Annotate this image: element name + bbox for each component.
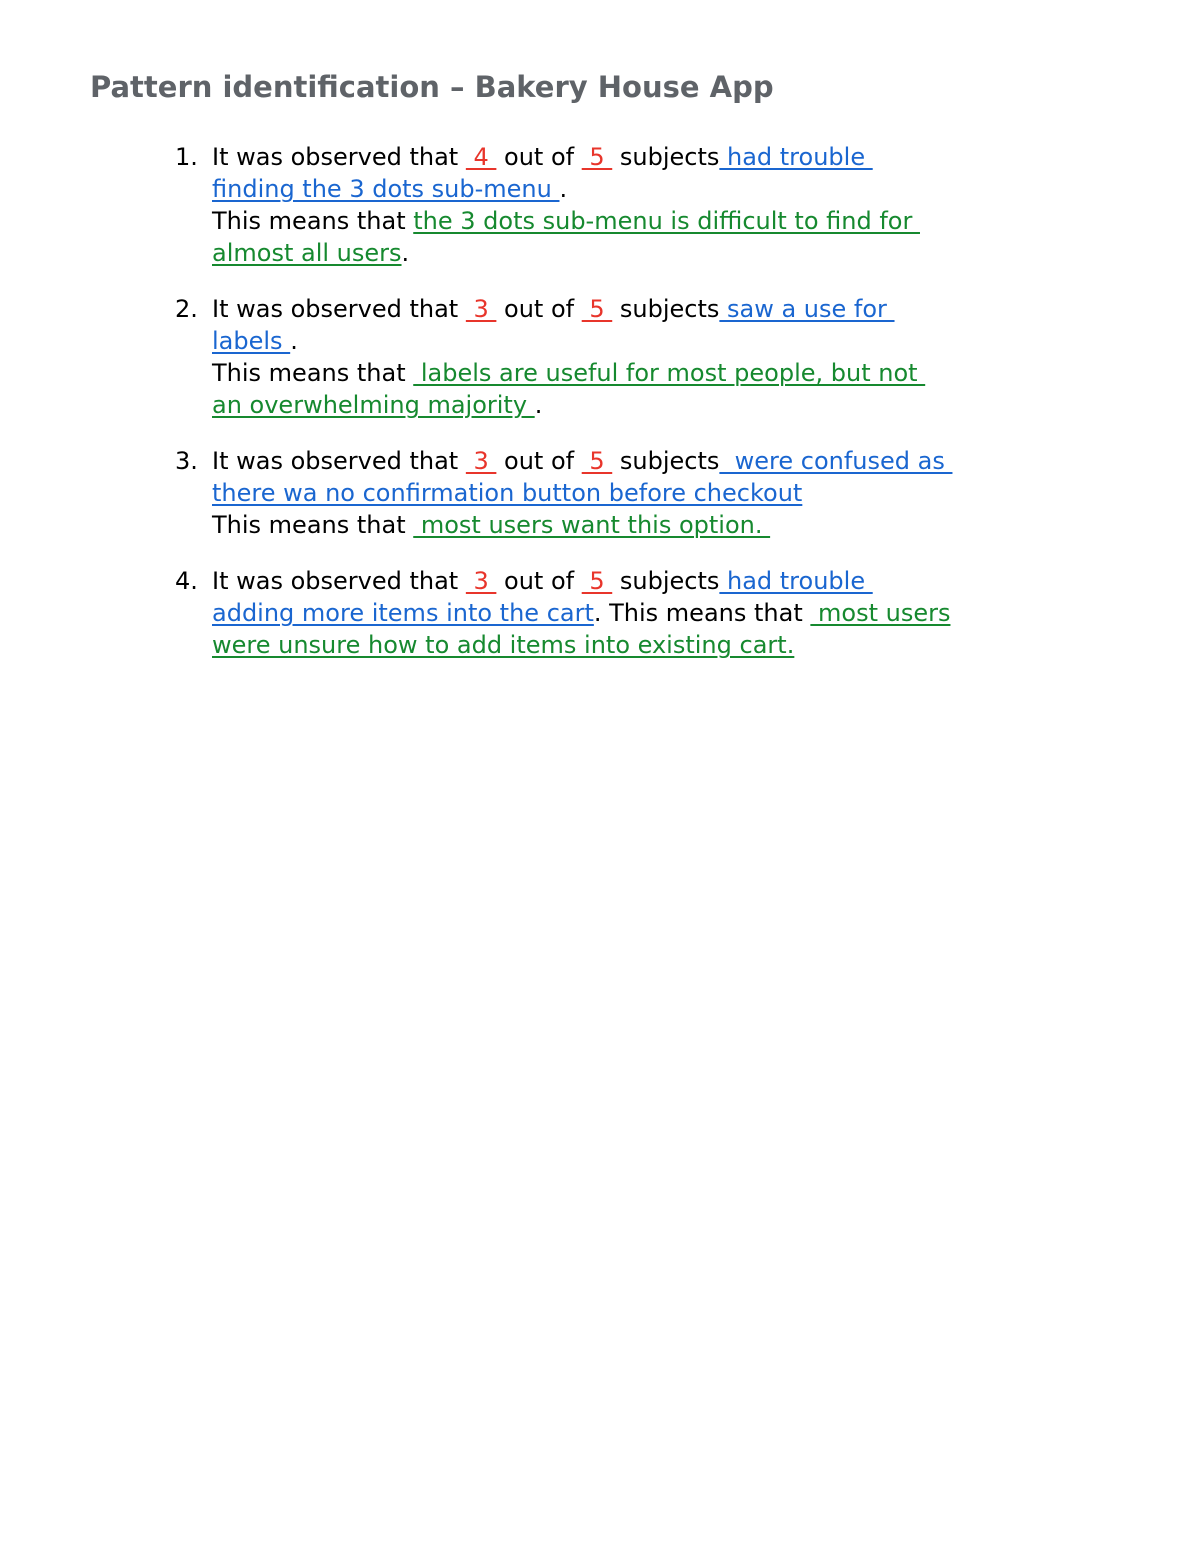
conclusion-blank: most users [810, 599, 951, 627]
finding-line [212, 141, 1082, 173]
conclusion-blank: almost all users [212, 239, 402, 267]
finding-line [212, 477, 1082, 509]
body-text: It was observed that [212, 295, 466, 323]
finding-item [175, 141, 1082, 269]
body-text: . [401, 239, 410, 267]
finding-number: 1. [175, 143, 198, 171]
finding-item [175, 565, 1082, 661]
count-blank: 4 [465, 143, 497, 171]
count-blank: 3 [465, 567, 497, 595]
finding-line [212, 205, 1082, 237]
count-blank: 3 [465, 295, 497, 323]
body-text: out of [496, 143, 582, 171]
finding-line [212, 629, 1082, 661]
finding-line [212, 509, 1082, 541]
conclusion-blank: an overwhelming majority [212, 391, 535, 419]
observation-blank: saw a use for [719, 295, 895, 323]
finding-line [212, 357, 1082, 389]
body-text: . [290, 327, 298, 355]
count-blank: 3 [465, 447, 497, 475]
conclusion-blank: most users want this option. [413, 511, 771, 539]
conclusion-blank: the 3 dots sub-menu is difficult to find for [413, 207, 920, 235]
conclusion-blank: labels are useful for most people, but not [413, 359, 926, 387]
finding-item [175, 293, 1082, 421]
body-text: . [559, 175, 568, 203]
observation-blank: were confused as [719, 447, 953, 475]
observation-blank: had trouble [719, 143, 873, 171]
observation-blank: had trouble [719, 567, 873, 595]
body-text: . [534, 391, 543, 419]
observation-blank: adding more items into the cart [212, 599, 594, 627]
body-text: It was observed that [212, 447, 466, 475]
finding-item [175, 445, 1082, 541]
body-text: subjects [612, 295, 720, 323]
body-text: out of [496, 295, 582, 323]
observation-blank: labels [212, 327, 291, 355]
finding-number: 3. [175, 447, 198, 475]
body-text: subjects [612, 143, 720, 171]
body-text: out of [496, 567, 582, 595]
body-text: This means that [212, 207, 414, 235]
count-blank: 5 [581, 447, 613, 475]
findings-list [175, 141, 1082, 685]
count-blank: 5 [581, 295, 613, 323]
count-blank: 5 [581, 143, 613, 171]
observation-blank: there wa no confirmation button before checkout [212, 479, 803, 507]
body-text: This means that [212, 359, 414, 387]
body-text: It was observed that [212, 143, 466, 171]
finding-line [212, 597, 1082, 629]
body-text: This means that [212, 511, 414, 539]
finding-number: 2. [175, 295, 198, 323]
document-title: Pattern identification – Bakery House App [90, 70, 774, 104]
finding-line [212, 173, 1082, 205]
finding-line [212, 325, 1082, 357]
finding-line [212, 445, 1082, 477]
finding-line [212, 565, 1082, 597]
body-text: It was observed that [212, 567, 466, 595]
finding-line [212, 389, 1082, 421]
observation-blank: finding the 3 dots sub-menu [212, 175, 560, 203]
finding-line [212, 293, 1082, 325]
conclusion-blank: were unsure how to add items into existing cart. [212, 631, 795, 659]
body-text: subjects [612, 567, 720, 595]
finding-line [212, 237, 1082, 269]
body-text: subjects [612, 447, 720, 475]
finding-number: 4. [175, 567, 198, 595]
count-blank: 5 [581, 567, 613, 595]
body-text: out of [496, 447, 582, 475]
body-text: . This means that [593, 599, 811, 627]
